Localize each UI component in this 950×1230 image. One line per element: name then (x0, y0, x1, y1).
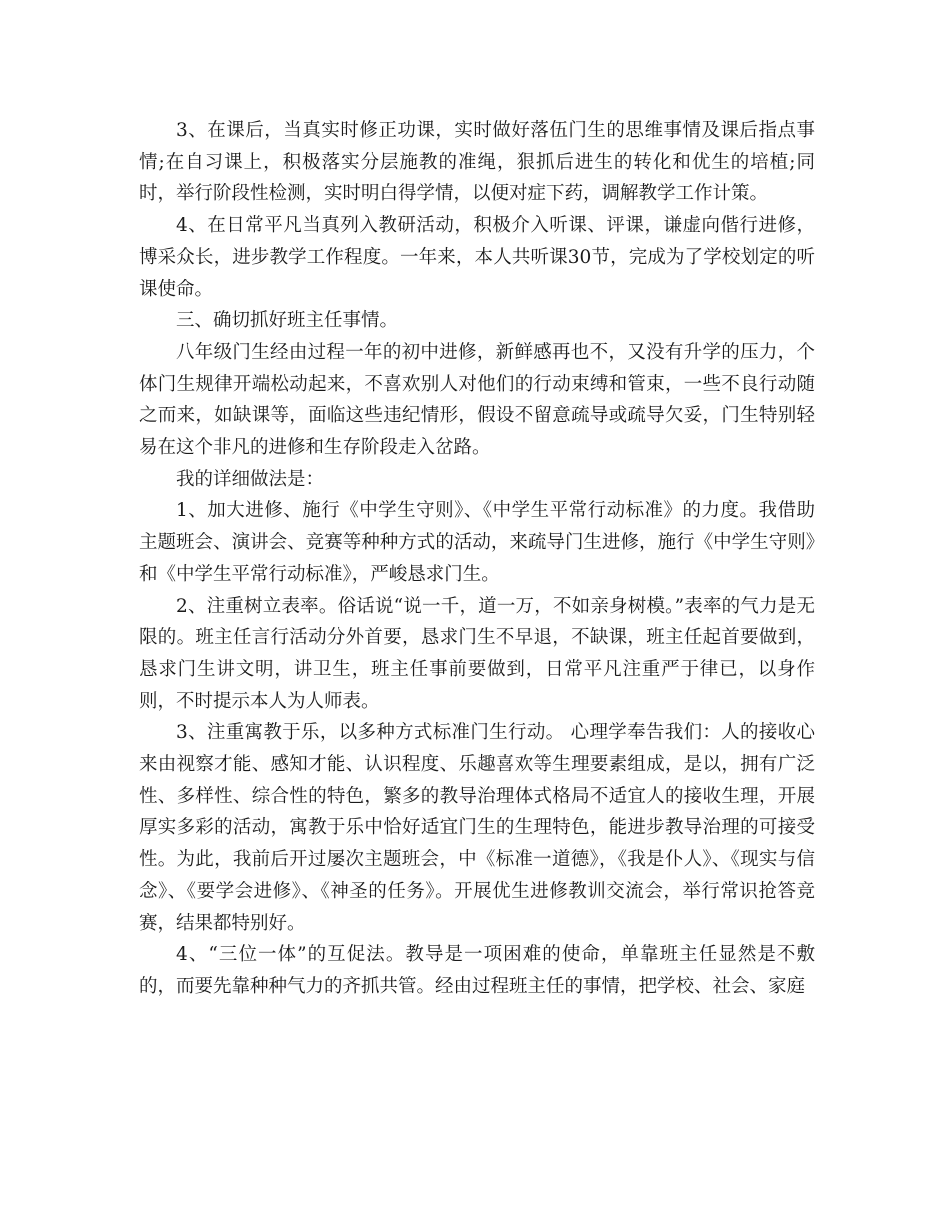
paragraph-role-model: 2、注重树立表率。俗话说“说一千，道一万，不如亲身树模。”表率的气力是无限的。班主任言行活动分外首要，恳求门生不早退，不缺课，班主任起首要做到，恳求门生讲文明，讲卫生，班主任事前要做到，日常平凡注重严于律已，以身作则，不时提示本人为人师表。 (139, 595, 815, 712)
paragraph-grade-eight-students: 八年级门生经由过程一年的初中进修，新鲜感再也不，又没有升学的压力，个体门生规律开端松动起来，不喜欢别人对他们的行动束缚和管束，一些不良行动随之而来，如缺课等，面临这些违纪情形，假设不留意疏导或疏导欠妥，门生特别轻易在这个非凡的进修和生存阶段走入岔路。 (139, 341, 815, 459)
paragraph-teaching-research: 4、在日常平凡当真列入教研活动，积极介入听课、评课，谦虚向偕行进修，博采众长，进步教学工作程度。一年来，本人共听课30节，完成为了学校划定的听课使命。 (139, 215, 815, 300)
paragraph-three-in-one: 4、“三位一体”的互促法。教导是一项困难的使命，单靠班主任显然是不敷的，而要先靠种种气力的齐抓共管。经由过程班主任的事情，把学校、社会、家庭 (139, 944, 815, 997)
paragraph-after-class-work: 3、在课后，当真实时修正功课，实时做好落伍门生的思维事情及课后指点事情;在自习课上，积极落实分层施教的准绳，狠抓后进生的转化和优生的培植;同时，举行阶段性检测，实时明白得学情，以便对症下药，调解教学工作计策。 (139, 120, 815, 205)
paragraph-specific-methods: 我的详细做法是： (176, 468, 325, 490)
paragraph-rules-study: 1、加大进修、施行《中学生守则》、《中学生平常行动标准》的力度。我借助主题班会、演讲会、竞赛等种种方式的活动，来疏导门生进修，施行《中学生守则》和《中学生平常行动标准》，严峻恳求门生。 (139, 500, 815, 585)
section-heading-class-teacher: 三、确切抓好班主任事情。 (176, 310, 399, 332)
body-text (139, 115, 815, 1003)
paragraph-learning-through-fun: 3、注重寓教于乐，以多种方式标准门生行动。 心理学奉告我们：人的接收心来由视察才能、感知才能、认识程度、乐趣喜欢等生理要素组成，是以，拥有广泛性、多样性、综合性的特色，繁多的教导治理体式格局不适宜人的接收生理，开展厚实多彩的活动，寓教于乐中恰好适宜门生的生理特色，能进步教导治理的可接受性。为此，我前后开过屡次主题班会，中《标准一道德》，《我是仆人》、《现实与信念》、《要学会进修》、《神圣的任务》。开展优生进修教训交流会，举行常识抢答竞赛，结果都特别好。 (139, 722, 815, 934)
